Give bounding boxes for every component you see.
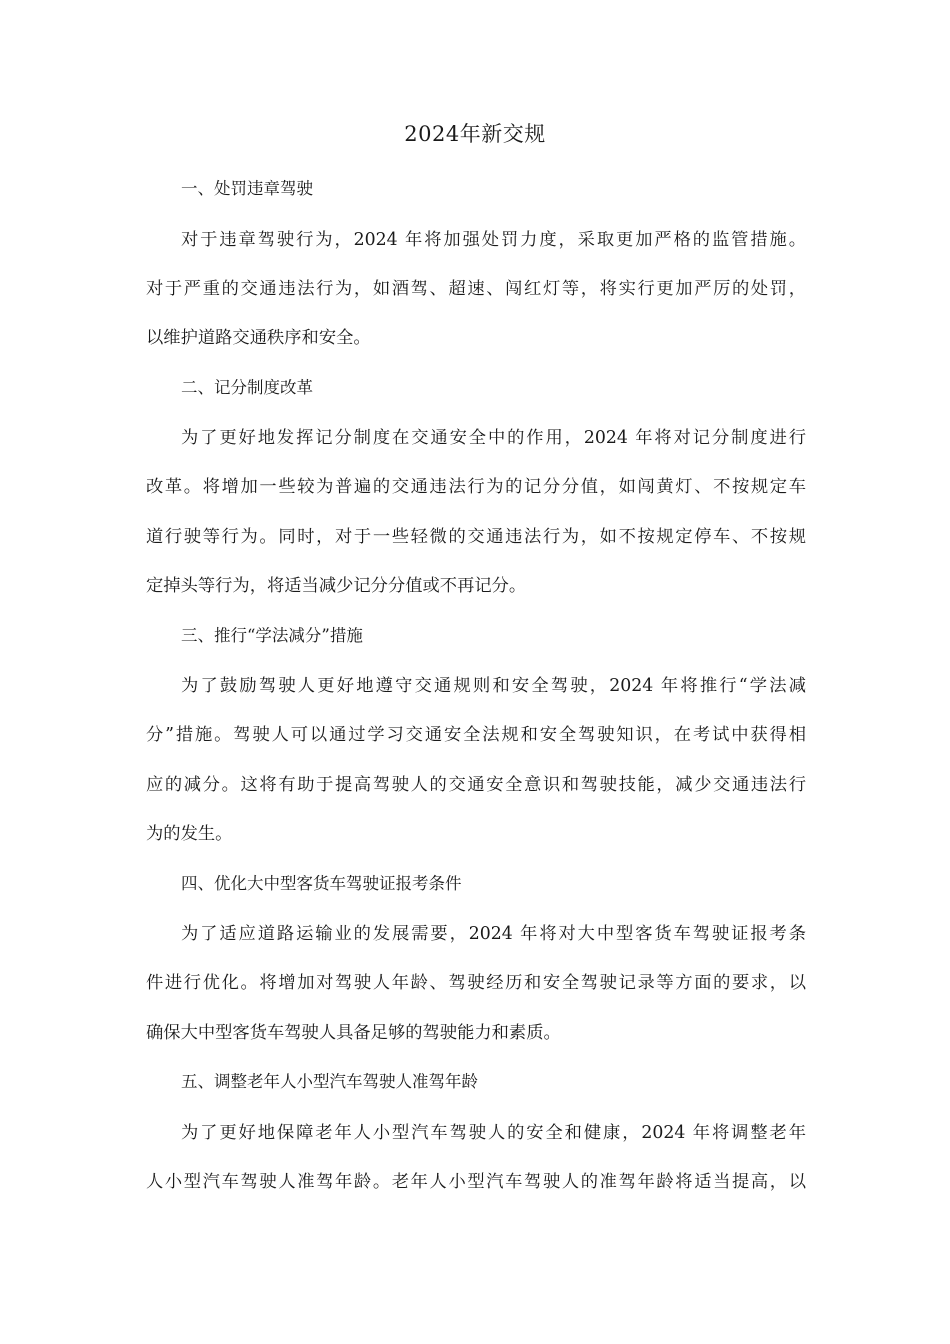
paragraph-line: 为的发生。 bbox=[146, 824, 233, 844]
section-heading-4: 四、优化大中型客货车驾驶证报考条件 bbox=[181, 874, 462, 893]
paragraph-line: 对于违章驾驶行为，2024 年将加强处罚力度，采取更加严格的监管措施。 bbox=[181, 230, 806, 250]
document-title: 2024年新交规 bbox=[404, 122, 546, 146]
section-heading-1: 一、处罚违章驾驶 bbox=[181, 179, 313, 198]
section-heading-3: 三、推行“学法减分”措施 bbox=[181, 626, 363, 645]
paragraph-line: 应的减分。这将有助于提高驾驶人的交通安全意识和驾驶技能，减少交通违法行 bbox=[146, 775, 806, 795]
paragraph-line: 分”措施。驾驶人可以通过学习交通安全法规和安全驾驶知识，在考试中获得相 bbox=[146, 725, 806, 745]
paragraph-line: 改革。将增加一些较为普遍的交通违法行为的记分分值，如闯黄灯、不按规定车 bbox=[146, 477, 806, 497]
paragraph-line: 人小型汽车驾驶人准驾年龄。老年人小型汽车驾驶人的准驾年龄将适当提高，以 bbox=[146, 1172, 806, 1192]
section-heading-5: 五、调整老年人小型汽车驾驶人准驾年龄 bbox=[181, 1072, 478, 1091]
paragraph-line: 件进行优化。将增加对驾驶人年龄、驾驶经历和安全驾驶记录等方面的要求，以 bbox=[146, 973, 806, 993]
paragraph-line: 为了适应道路运输业的发展需要，2024 年将对大中型客货车驾驶证报考条 bbox=[181, 924, 806, 944]
paragraph-line: 以维护道路交通秩序和安全。 bbox=[146, 328, 371, 348]
paragraph-line: 为了更好地保障老年人小型汽车驾驶人的安全和健康，2024 年将调整老年 bbox=[181, 1123, 806, 1143]
paragraph-line: 对于严重的交通违法行为，如酒驾、超速、闯红灯等，将实行更加严厉的处罚， bbox=[146, 279, 806, 299]
paragraph-line: 为了更好地发挥记分制度在交通安全中的作用，2024 年将对记分制度进行 bbox=[181, 428, 806, 448]
paragraph-line: 道行驶等行为。同时，对于一些轻微的交通违法行为，如不按规定停车、不按规 bbox=[146, 527, 806, 547]
paragraph-line: 为了鼓励驾驶人更好地遵守交通规则和安全驾驶，2024 年将推行“学法减 bbox=[181, 676, 806, 696]
paragraph-line: 确保大中型客货车驾驶人具备足够的驾驶能力和素质。 bbox=[146, 1023, 561, 1043]
paragraph-line: 定掉头等行为，将适当减少记分分值或不再记分。 bbox=[146, 576, 527, 596]
section-heading-2: 二、记分制度改革 bbox=[181, 378, 313, 397]
